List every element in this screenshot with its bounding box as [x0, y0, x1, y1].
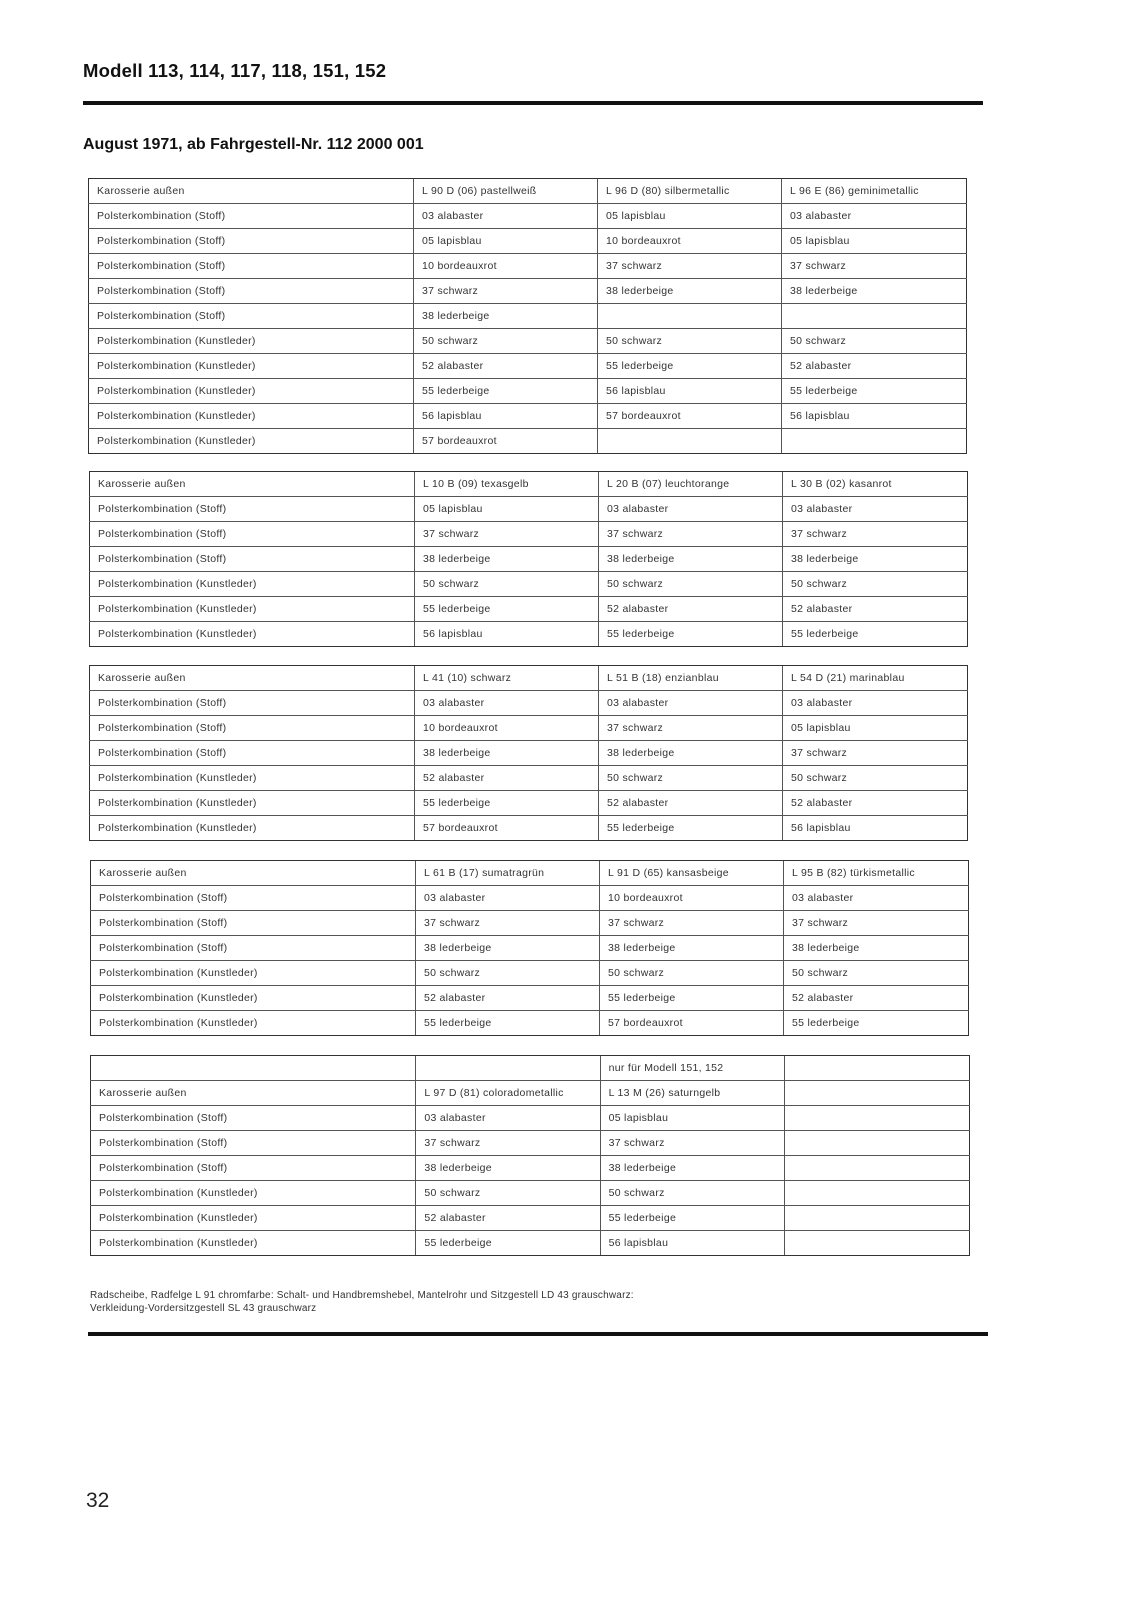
table-row [91, 1181, 970, 1206]
color-cell [784, 1056, 969, 1081]
color-table-4 [90, 860, 969, 1036]
row-label: Polsterkombination (Stoff) [91, 886, 416, 911]
table-row [91, 911, 969, 936]
table-row [89, 179, 967, 204]
color-cell: 10 bordeauxrot [415, 716, 599, 741]
color-cell: 38 lederbeige [415, 741, 599, 766]
color-cell: 03 alabaster [599, 691, 783, 716]
color-table-2 [89, 471, 968, 647]
color-cell: 03 alabaster [782, 204, 967, 229]
footer-rule [88, 1332, 988, 1336]
page-title: Modell 113, 114, 117, 118, 151, 152 [83, 60, 387, 81]
color-cell: 37 schwarz [782, 254, 967, 279]
color-cell: 52 alabaster [782, 354, 967, 379]
color-cell [598, 304, 782, 329]
table-row [90, 816, 968, 841]
table-row [91, 1081, 970, 1106]
table-row [91, 861, 969, 886]
color-cell [784, 1181, 969, 1206]
row-label: Polsterkombination (Kunstleder) [89, 379, 414, 404]
color-cell: 05 lapisblau [600, 1106, 784, 1131]
row-label: Polsterkombination (Kunstleder) [90, 622, 415, 647]
row-label: Polsterkombination (Stoff) [90, 547, 415, 572]
color-cell: 50 schwarz [783, 766, 968, 791]
color-cell [782, 304, 967, 329]
color-cell: 50 schwarz [416, 961, 600, 986]
color-cell: L 41 (10) schwarz [415, 666, 599, 691]
table-row [90, 547, 968, 572]
row-label: Polsterkombination (Kunstleder) [89, 404, 414, 429]
color-cell: 56 lapisblau [415, 622, 599, 647]
color-cell: L 13 M (26) saturngelb [600, 1081, 784, 1106]
color-cell: 55 lederbeige [782, 379, 967, 404]
table-row [90, 572, 968, 597]
color-cell: 50 schwarz [782, 329, 967, 354]
row-label: Polsterkombination (Stoff) [91, 1131, 416, 1156]
table-row [90, 716, 968, 741]
color-cell: L 54 D (21) marinablau [783, 666, 968, 691]
row-label: Polsterkombination (Kunstleder) [91, 1231, 416, 1256]
color-cell [784, 1231, 969, 1256]
page-number: 32 [86, 1489, 110, 1512]
color-cell [784, 1081, 969, 1106]
color-cell: 52 alabaster [415, 766, 599, 791]
table-row [89, 304, 967, 329]
color-cell: L 61 B (17) sumatragrün [416, 861, 600, 886]
color-cell: L 30 B (02) kasanrot [783, 472, 968, 497]
color-cell: 38 lederbeige [598, 279, 782, 304]
color-cell: 38 lederbeige [783, 547, 968, 572]
row-label: Polsterkombination (Stoff) [89, 304, 414, 329]
color-cell: 55 lederbeige [598, 354, 782, 379]
color-cell: 05 lapisblau [782, 229, 967, 254]
color-cell: 10 bordeauxrot [598, 229, 782, 254]
footnote-line-2: Verkleidung-Vordersitzgestell SL 43 grauschwarz [90, 1303, 317, 1314]
color-cell: 55 lederbeige [783, 622, 968, 647]
color-cell: 05 lapisblau [414, 229, 598, 254]
color-cell: 50 schwarz [600, 961, 784, 986]
color-cell: L 95 B (82) türkismetallic [784, 861, 969, 886]
color-cell: 03 alabaster [415, 691, 599, 716]
table-row [90, 741, 968, 766]
color-cell: 50 schwarz [600, 1181, 784, 1206]
row-label: Polsterkombination (Kunstleder) [91, 1206, 416, 1231]
color-cell: 56 lapisblau [783, 816, 968, 841]
color-cell: 03 alabaster [416, 886, 600, 911]
row-label: Polsterkombination (Kunstleder) [89, 354, 414, 379]
table-row [89, 404, 967, 429]
color-cell: 57 bordeauxrot [414, 429, 598, 454]
color-cell: 03 alabaster [414, 204, 598, 229]
row-label: Polsterkombination (Stoff) [89, 254, 414, 279]
color-cell: 37 schwarz [599, 522, 783, 547]
table-row [91, 1106, 970, 1131]
table-row [90, 791, 968, 816]
table-row [89, 279, 967, 304]
footnote [90, 1289, 980, 1315]
table-row [90, 597, 968, 622]
color-cell: L 96 E (86) geminimetallic [782, 179, 967, 204]
color-cell: 37 schwarz [783, 741, 968, 766]
table-row [91, 1231, 970, 1256]
color-cell [782, 429, 967, 454]
color-cell: 55 lederbeige [784, 1011, 969, 1036]
color-cell: 38 lederbeige [416, 1156, 600, 1181]
color-cell: 55 lederbeige [415, 791, 599, 816]
row-label: Polsterkombination (Kunstleder) [91, 1181, 416, 1206]
footnote-line-1: Radscheibe, Radfelge L 91 chromfarbe: Schalt- und Handbremshebel, Mantelrohr und Sitzgestell LD 43 grauschwarz: [90, 1290, 634, 1301]
table-row [89, 429, 967, 454]
color-cell: 37 schwarz [414, 279, 598, 304]
color-cell: 57 bordeauxrot [598, 404, 782, 429]
color-cell: 55 lederbeige [600, 1206, 784, 1231]
color-cell: 56 lapisblau [598, 379, 782, 404]
color-cell: 52 alabaster [784, 986, 969, 1011]
table-row [91, 1056, 970, 1081]
color-table-3 [89, 665, 968, 841]
color-cell: 37 schwarz [599, 716, 783, 741]
table-row [89, 229, 967, 254]
row-label: Karosserie außen [91, 1081, 416, 1106]
color-cell [416, 1056, 600, 1081]
color-cell: 03 alabaster [599, 497, 783, 522]
color-cell: 50 schwarz [783, 572, 968, 597]
row-label: Polsterkombination (Kunstleder) [89, 429, 414, 454]
row-label: Polsterkombination (Stoff) [91, 936, 416, 961]
color-cell: 05 lapisblau [415, 497, 599, 522]
row-label [91, 1056, 416, 1081]
row-label: Polsterkombination (Kunstleder) [90, 816, 415, 841]
color-cell: 55 lederbeige [600, 986, 784, 1011]
color-cell: 55 lederbeige [415, 597, 599, 622]
color-cell: 37 schwarz [415, 522, 599, 547]
row-label: Polsterkombination (Kunstleder) [90, 572, 415, 597]
row-label: Polsterkombination (Stoff) [91, 1156, 416, 1181]
row-label: Polsterkombination (Kunstleder) [90, 597, 415, 622]
color-cell [784, 1156, 969, 1181]
color-cell: 52 alabaster [416, 986, 600, 1011]
color-cell: 03 alabaster [783, 691, 968, 716]
row-label: Polsterkombination (Stoff) [90, 741, 415, 766]
row-label: Karosserie außen [89, 179, 414, 204]
table-row [91, 886, 969, 911]
table-row [91, 1131, 970, 1156]
color-cell: 37 schwarz [598, 254, 782, 279]
table-row [89, 204, 967, 229]
color-cell: 05 lapisblau [598, 204, 782, 229]
color-cell: 38 lederbeige [599, 547, 783, 572]
row-label: Karosserie außen [91, 861, 416, 886]
color-cell: 10 bordeauxrot [600, 886, 784, 911]
table-row [91, 1156, 970, 1181]
row-label: Karosserie außen [90, 666, 415, 691]
section-subtitle: August 1971, ab Fahrgestell-Nr. 112 2000 001 [83, 136, 424, 153]
color-cell [784, 1206, 969, 1231]
color-cell: 03 alabaster [784, 886, 969, 911]
row-label: Polsterkombination (Stoff) [91, 1106, 416, 1131]
table-row [90, 522, 968, 547]
color-cell: 37 schwarz [416, 911, 600, 936]
table-row [91, 936, 969, 961]
color-cell: 55 lederbeige [416, 1011, 600, 1036]
row-label: Polsterkombination (Kunstleder) [90, 791, 415, 816]
color-cell: 38 lederbeige [416, 936, 600, 961]
color-cell: 50 schwarz [598, 329, 782, 354]
table-row [89, 329, 967, 354]
table-row [89, 254, 967, 279]
table-row [89, 354, 967, 379]
row-label: Polsterkombination (Kunstleder) [90, 766, 415, 791]
color-cell: L 20 B (07) leuchtorange [599, 472, 783, 497]
table-row [90, 691, 968, 716]
color-cell: 56 lapisblau [600, 1231, 784, 1256]
color-cell: 38 lederbeige [600, 1156, 784, 1181]
color-cell: 50 schwarz [416, 1181, 600, 1206]
row-label: Polsterkombination (Stoff) [90, 691, 415, 716]
color-cell: 10 bordeauxrot [414, 254, 598, 279]
color-cell: 37 schwarz [416, 1131, 600, 1156]
color-cell [598, 429, 782, 454]
table-row [91, 1011, 969, 1036]
color-cell: 50 schwarz [599, 766, 783, 791]
table-row [89, 379, 967, 404]
color-cell: 37 schwarz [600, 1131, 784, 1156]
header-rule [83, 101, 983, 105]
row-label: Polsterkombination (Kunstleder) [91, 1011, 416, 1036]
color-cell: 57 bordeauxrot [415, 816, 599, 841]
color-cell: 52 alabaster [783, 597, 968, 622]
color-cell: 52 alabaster [414, 354, 598, 379]
color-cell: 56 lapisblau [414, 404, 598, 429]
color-cell: L 90 D (06) pastellweiß [414, 179, 598, 204]
color-cell: L 10 B (09) texasgelb [415, 472, 599, 497]
color-cell: 50 schwarz [784, 961, 969, 986]
color-cell: 38 lederbeige [784, 936, 969, 961]
color-cell: 55 lederbeige [416, 1231, 600, 1256]
color-cell: 03 alabaster [416, 1106, 600, 1131]
color-cell: L 51 B (18) enzianblau [599, 666, 783, 691]
color-cell: 03 alabaster [783, 497, 968, 522]
color-table-5 [90, 1055, 970, 1256]
table-row [90, 622, 968, 647]
color-cell [784, 1106, 969, 1131]
color-cell: 57 bordeauxrot [600, 1011, 784, 1036]
color-table-1 [88, 178, 967, 454]
row-label: Polsterkombination (Stoff) [91, 911, 416, 936]
color-cell: 55 lederbeige [599, 816, 783, 841]
row-label: Polsterkombination (Kunstleder) [91, 961, 416, 986]
row-label: Polsterkombination (Stoff) [90, 522, 415, 547]
row-label: Polsterkombination (Stoff) [89, 279, 414, 304]
color-cell: 56 lapisblau [782, 404, 967, 429]
color-cell: 52 alabaster [599, 597, 783, 622]
color-cell: L 96 D (80) silbermetallic [598, 179, 782, 204]
color-cell: 37 schwarz [600, 911, 784, 936]
color-cell: 37 schwarz [784, 911, 969, 936]
row-label: Polsterkombination (Stoff) [89, 229, 414, 254]
row-label: Polsterkombination (Stoff) [90, 716, 415, 741]
row-label: Polsterkombination (Stoff) [90, 497, 415, 522]
table-row [90, 666, 968, 691]
color-cell: 50 schwarz [415, 572, 599, 597]
color-cell: 52 alabaster [783, 791, 968, 816]
color-cell: nur für Modell 151, 152 [600, 1056, 784, 1081]
color-cell: L 91 D (65) kansasbeige [600, 861, 784, 886]
table-row [91, 1206, 970, 1231]
color-cell: 55 lederbeige [414, 379, 598, 404]
table-row [91, 986, 969, 1011]
color-cell: 55 lederbeige [599, 622, 783, 647]
color-cell: 50 schwarz [599, 572, 783, 597]
color-cell: 38 lederbeige [414, 304, 598, 329]
color-cell: L 97 D (81) coloradometallic [416, 1081, 600, 1106]
row-label: Karosserie außen [90, 472, 415, 497]
table-row [90, 766, 968, 791]
color-cell: 38 lederbeige [782, 279, 967, 304]
color-cell: 52 alabaster [599, 791, 783, 816]
table-row [90, 497, 968, 522]
color-cell: 52 alabaster [416, 1206, 600, 1231]
color-cell: 38 lederbeige [415, 547, 599, 572]
color-cell: 05 lapisblau [783, 716, 968, 741]
color-cell: 38 lederbeige [599, 741, 783, 766]
color-cell [784, 1131, 969, 1156]
table-row [91, 961, 969, 986]
row-label: Polsterkombination (Stoff) [89, 204, 414, 229]
row-label: Polsterkombination (Kunstleder) [91, 986, 416, 1011]
color-cell: 38 lederbeige [600, 936, 784, 961]
color-cell: 50 schwarz [414, 329, 598, 354]
row-label: Polsterkombination (Kunstleder) [89, 329, 414, 354]
color-cell: 37 schwarz [783, 522, 968, 547]
table-row [90, 472, 968, 497]
